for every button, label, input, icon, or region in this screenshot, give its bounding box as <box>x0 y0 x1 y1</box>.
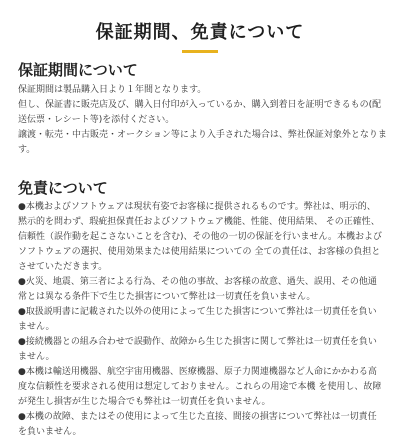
disclaimer-critical-line-1: ●本機は輸送用機器、航空宇宙用機器、医療機器、原子力関連機器など人命にかかわる高 <box>18 367 377 377</box>
disclaimer-paragraph <box>18 275 382 305</box>
warranty-section <box>18 60 387 158</box>
disclaimer-manual-line-2: ません。 <box>18 322 55 332</box>
disclaimer-section <box>18 178 382 440</box>
disclaimer-failure-line-1: ●本機の故障、またはその使用によって生じた直接、間接の損害について弊社は一切責任 <box>18 412 377 422</box>
warranty-period-text: 保証期間は製品購入日より１年間となります。 <box>18 85 207 95</box>
title-underline <box>182 50 218 53</box>
disclaimer-as-is-line-5: させていただきます。 <box>18 262 108 272</box>
disclaimer-heading: 免責について <box>18 179 108 197</box>
disclaimer-critical-line-3: が発生し損害が生じた場合でも弊社は一切責任を負いません。 <box>18 397 271 407</box>
disclaimer-paragraph <box>18 365 382 410</box>
disclaimer-device-line-1: ●接続機器との組み合わせで誤動作、故障から生じた損害に関して弊社は一切責任を負い <box>18 337 377 347</box>
warranty-paragraph <box>18 83 382 98</box>
disclaimer-accident-line-1: ●火災、地震、第三者による行為、その他の事故、お客様の故意、過失、誤用、その他通 <box>18 277 377 287</box>
disclaimer-paragraph <box>18 200 382 275</box>
disclaimer-body <box>18 200 382 440</box>
warranty-paragraph <box>18 128 387 158</box>
disclaimer-failure-line-2: を負いません。 <box>18 427 82 437</box>
warranty-heading: 保証期間について <box>18 61 138 79</box>
disclaimer-device-line-2: ません。 <box>18 352 55 362</box>
warranty-exclusion-line-2: す。 <box>18 145 36 155</box>
warranty-exclusion-line-1: 譲渡・転売・中古販売・オークション等により入手された場合は、弊社保証対象外となりま <box>18 130 387 140</box>
disclaimer-paragraph <box>18 335 382 365</box>
disclaimer-as-is-line-2: 黙示的を問わず、瑕疵担保責任およびソフトウェア機能、性能、使用結果、 その正確性、 <box>18 217 380 227</box>
disclaimer-as-is-line-3: 信頼性（誤作動を起こさないことを含む)、その他の一切の保証を行いません。本機および <box>18 232 383 242</box>
disclaimer-as-is-line-1: ●本機およびソフトウェアは現状有姿でお客様に提供されるものです。弊社は、明示的、 <box>18 202 376 212</box>
disclaimer-paragraph <box>18 305 382 335</box>
disclaimer-manual-line-1: ●取扱説明書に記載された以外の使用によって生じた損害について弊社は一切責任を負い <box>18 307 377 317</box>
warranty-body <box>18 83 387 158</box>
disclaimer-paragraph <box>18 410 382 440</box>
disclaimer-as-is-line-4: ソフトウェアの選択、使用効果または使用結果についての 全ての責任は、お客様の負担と <box>18 247 381 257</box>
disclaimer-critical-line-2: 度な信頼性を要求される使用は想定しておりません。これらの用途で本機 を使用し、故障 <box>18 382 382 392</box>
page-title: 保証期間、免責について <box>95 22 305 43</box>
disclaimer-accident-line-2: 常とは異なる条件下で生じた損害について弊社は一切責任を負いません。 <box>18 292 316 302</box>
warranty-paragraph <box>18 98 382 128</box>
warranty-proof-line-1: 但し、保証書に販売店及び、購入日付印が入っているか、購入到着日を証明できるもの(配 <box>18 100 382 110</box>
warranty-proof-line-2: 送伝票・レシート等)を添付ください。 <box>18 115 175 125</box>
